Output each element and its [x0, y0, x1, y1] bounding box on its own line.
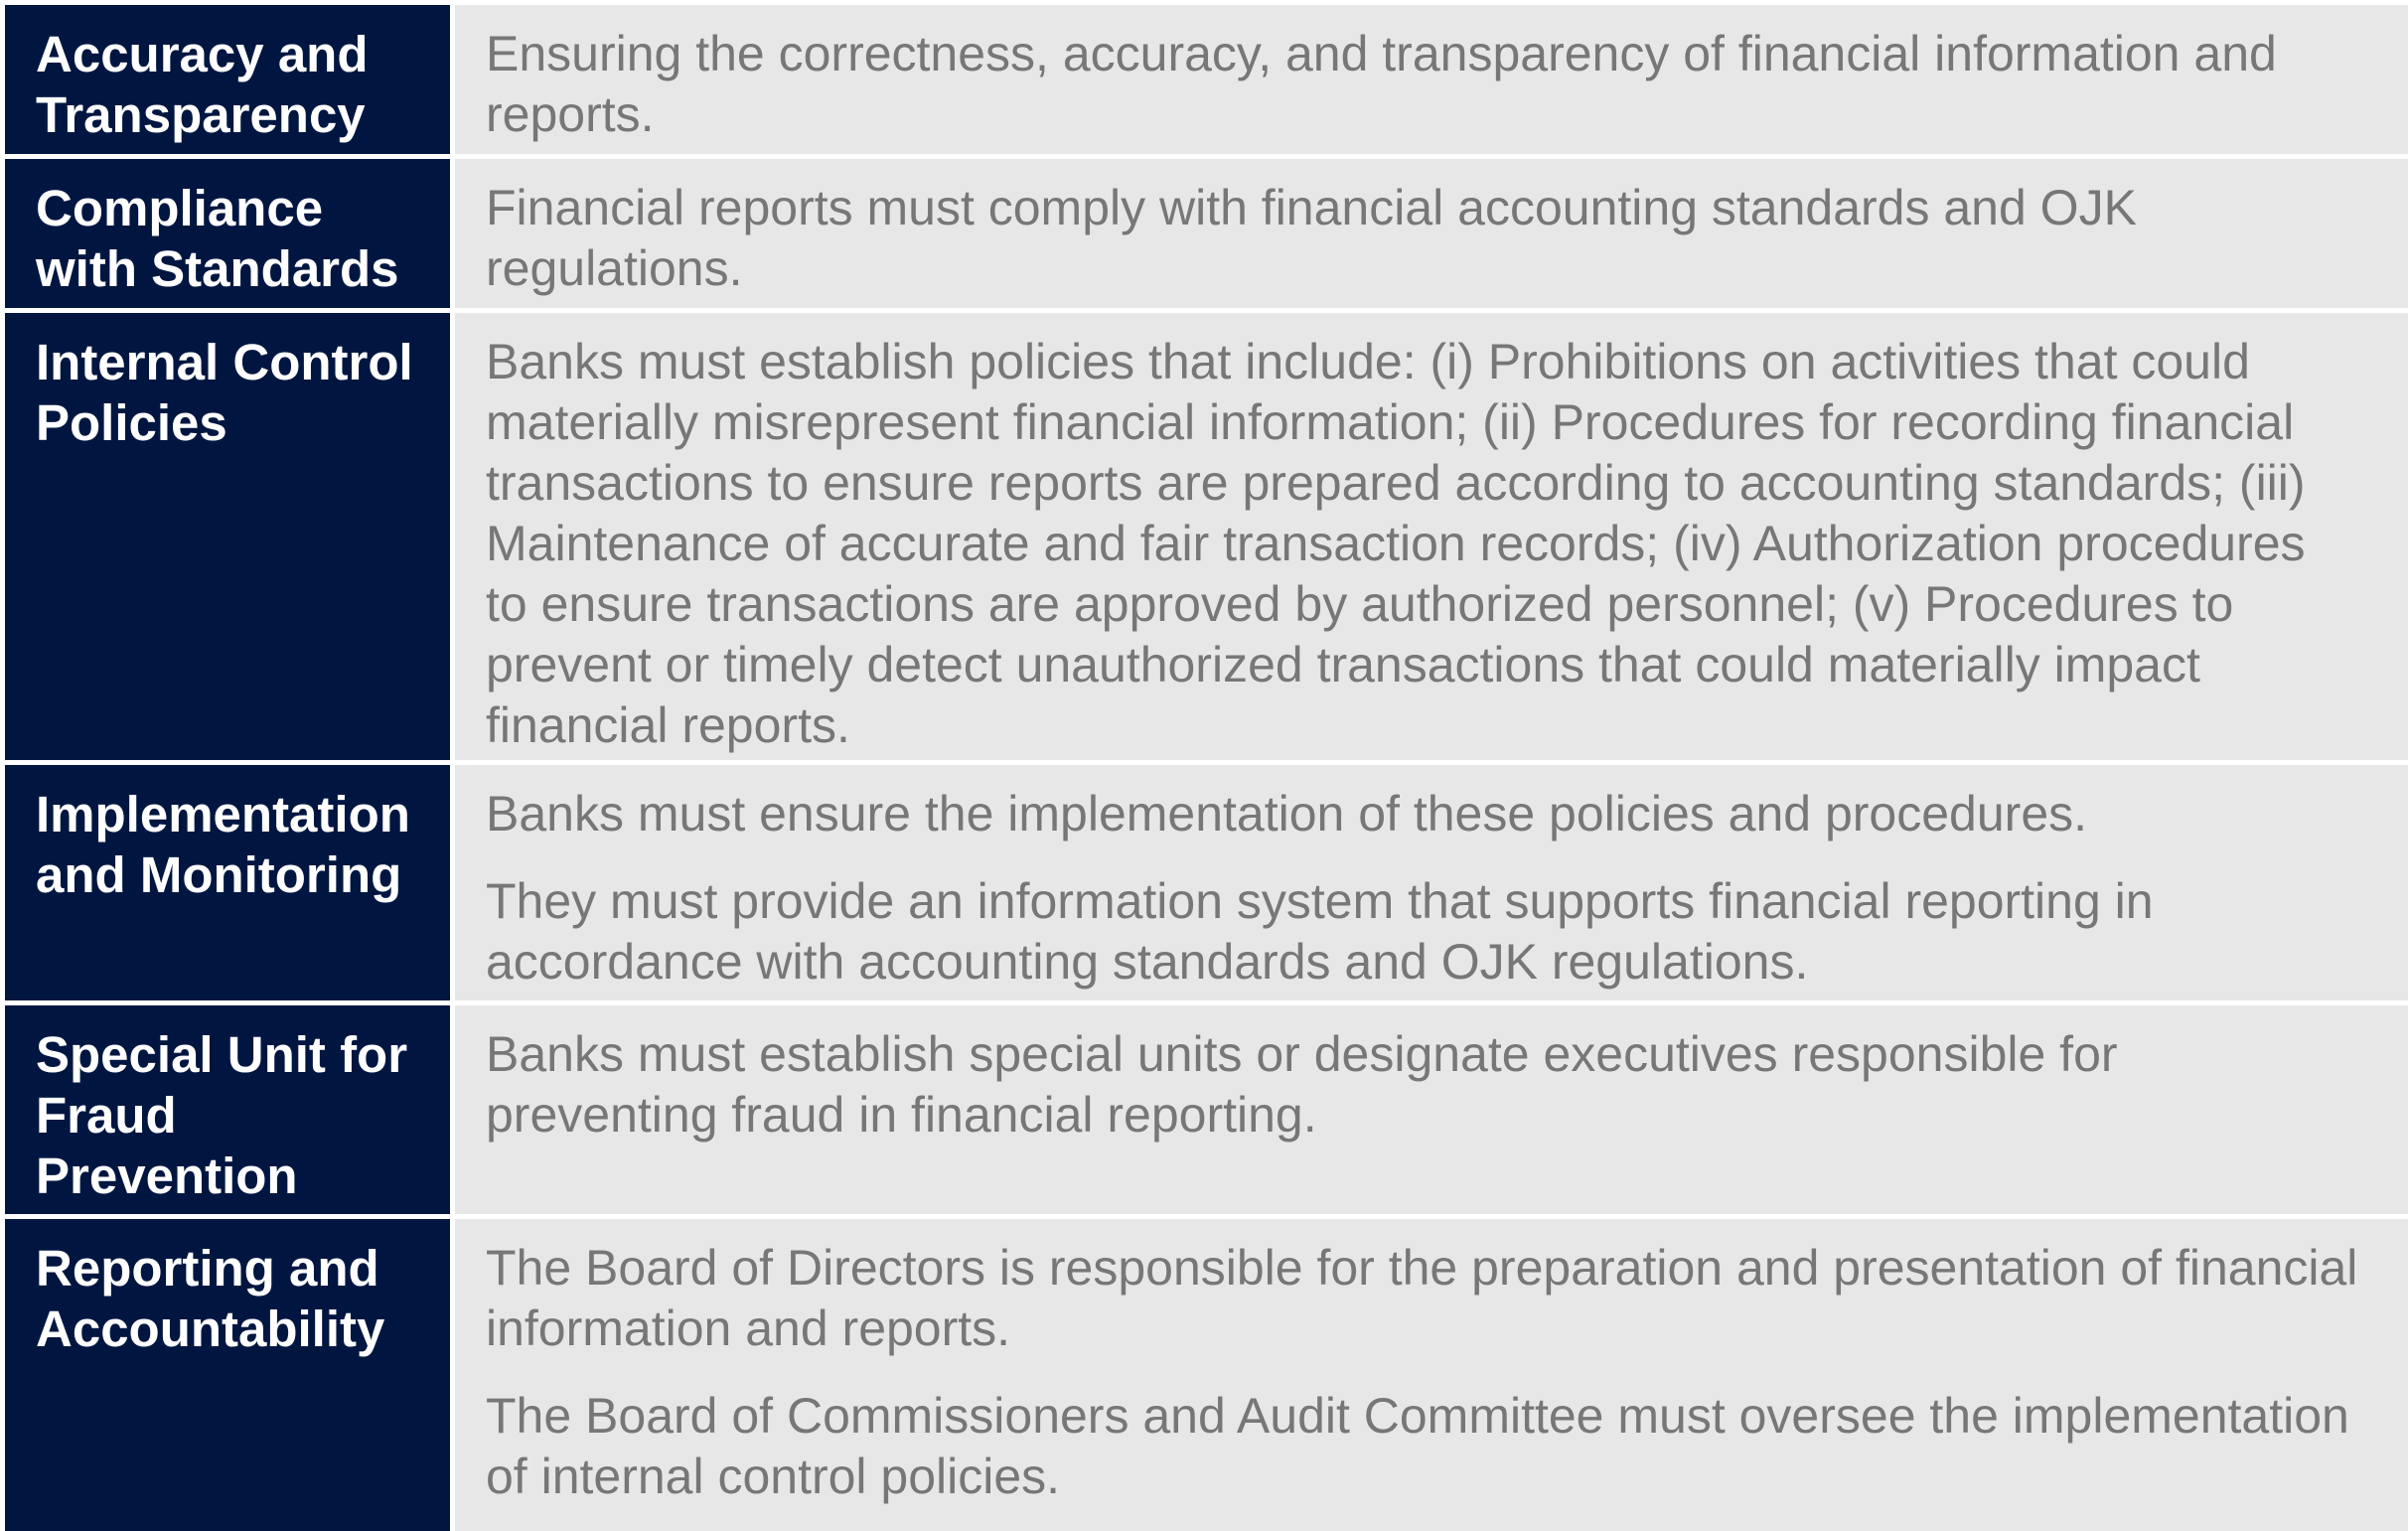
row-description: The Board of Directors is responsible for the preparation and presentation of financial information and reports. — [486, 1240, 2358, 1356]
row-label-cell — [5, 159, 450, 308]
row-description-cell — [455, 5, 2408, 154]
row-description: Banks must establish special units or designate executives responsible for preventing fraud in financial reporting. — [486, 1026, 2118, 1143]
table-row-internal-control — [0, 313, 2408, 760]
row-description-cell — [455, 1005, 2408, 1214]
row-label-cell — [5, 765, 450, 1000]
row-label: Accuracy and Transparency — [36, 26, 369, 143]
row-label: Internal Control Policies — [36, 334, 413, 451]
row-description: Financial reports must comply with financial accounting standards and OJK regulations. — [486, 180, 2137, 296]
table-row-accuracy — [0, 5, 2408, 154]
row-description-cell — [455, 765, 2408, 1000]
row-description: The Board of Commissioners and Audit Committee must oversee the implementation of internal control policies. — [486, 1388, 2349, 1504]
row-label-cell — [5, 1005, 450, 1214]
row-label: Reporting and Accountability — [36, 1240, 385, 1357]
row-description-cell — [455, 1219, 2408, 1531]
row-label: Special Unit for Fraud Prevention — [36, 1026, 408, 1204]
table-row-compliance — [0, 159, 2408, 308]
row-label: Compliance with Standards — [36, 180, 399, 297]
table-row-implementation — [0, 765, 2408, 1000]
row-label-cell — [5, 5, 450, 154]
row-description: They must provide an information system that supports financial reporting in accordance with accounting standards and OJK regulations. — [486, 873, 2154, 990]
table-row-reporting — [0, 1219, 2408, 1531]
row-label: Implementation and Monitoring — [36, 786, 410, 903]
row-label-cell — [5, 1219, 450, 1531]
table-row-fraud-prevention — [0, 1005, 2408, 1214]
row-description: Banks must ensure the implementation of these policies and procedures. — [486, 786, 2088, 842]
row-description-cell — [455, 313, 2408, 760]
row-description-cell — [455, 159, 2408, 308]
row-description: Ensuring the correctness, accuracy, and transparency of financial information and reports. — [486, 26, 2277, 142]
row-description: Banks must establish policies that include: (i) Prohibitions on activities that could materially misrepresent financial information; (ii) Procedures for recording financial transactions to ensure reports are prepared according to accounting standards; (iii) Maintenance of accurate and fair transaction records; (iv) Authorization procedures to ensure transactions are approved by authorized personnel; (v) Procedures to prevent or timely detect unauthorized transactions that could materially impact financial reports. — [486, 334, 2306, 753]
row-label-cell — [5, 313, 450, 760]
